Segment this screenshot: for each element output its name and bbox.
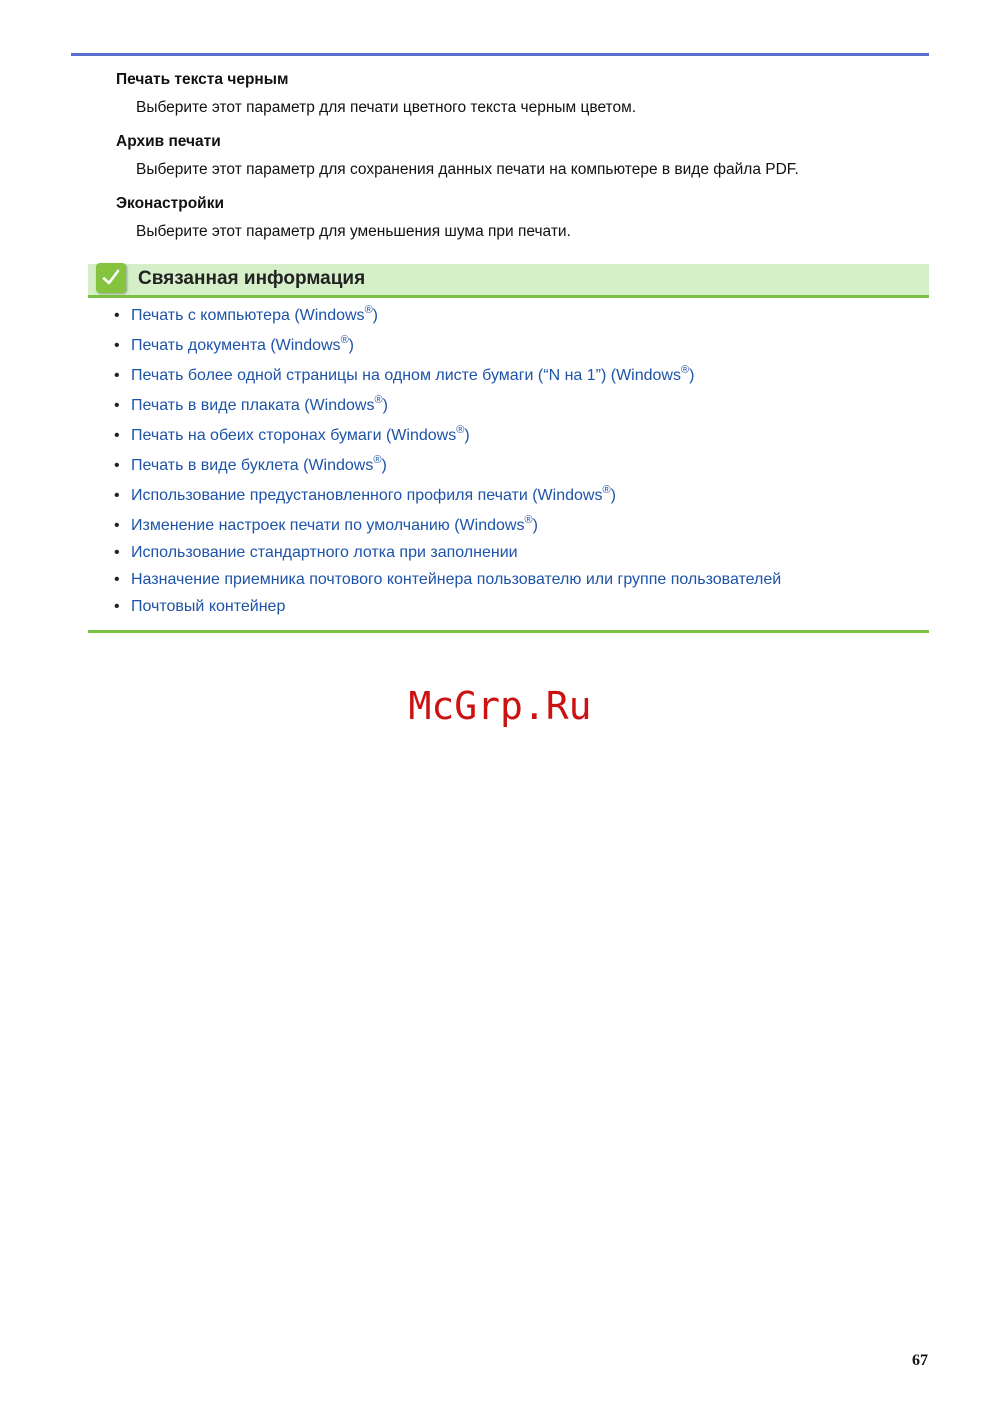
list-item	[114, 393, 929, 416]
terms-list	[116, 70, 928, 256]
list-item	[114, 543, 929, 563]
list-item	[114, 453, 929, 476]
term-title: Печать текста черным	[116, 71, 289, 88]
bullet: •	[114, 397, 120, 414]
related-link[interactable]: Печать на обеих сторонах бумаги (Windows®)	[131, 423, 470, 444]
related-links-list	[114, 303, 929, 624]
bullet: •	[114, 307, 120, 324]
bullet: •	[114, 517, 120, 534]
related-link[interactable]: Почтовый контейнер	[131, 598, 286, 615]
list-item	[114, 363, 929, 386]
bullet: •	[114, 457, 120, 474]
page-number: 67	[912, 1352, 928, 1369]
related-link[interactable]: Печать с компьютера (Windows®)	[131, 303, 378, 324]
list-item	[114, 333, 929, 356]
related-link[interactable]: Печать документа (Windows®)	[131, 333, 354, 354]
list-item	[114, 570, 929, 590]
related-info-header	[88, 264, 929, 298]
term-description: Выберите этот параметр для сохранения данных печати на компьютере в виде файла PDF.	[136, 161, 799, 178]
check-icon	[96, 263, 126, 293]
list-item	[114, 423, 929, 446]
bullet: •	[114, 571, 120, 588]
bullet: •	[114, 598, 120, 615]
bottom-rule	[88, 630, 929, 633]
related-info-title: Связанная информация	[138, 268, 366, 289]
bullet: •	[114, 427, 120, 444]
bullet: •	[114, 367, 120, 384]
related-link[interactable]: Печать в виде буклета (Windows®)	[131, 453, 387, 474]
bullet: •	[114, 544, 120, 561]
top-rule	[71, 53, 929, 56]
bullet: •	[114, 337, 120, 354]
list-item	[114, 513, 929, 536]
watermark: McGrp.Ru	[408, 684, 592, 728]
related-link[interactable]: Назначение приемника почтового контейнера пользователю или группе пользователей	[131, 571, 782, 588]
related-link[interactable]: Печать более одной страницы на одном листе бумаги (“N на 1”) (Windows®)	[131, 363, 695, 384]
related-link[interactable]: Использование стандартного лотка при заполнении	[131, 544, 518, 561]
list-item	[114, 303, 929, 326]
list-item	[114, 597, 929, 617]
related-link[interactable]: Изменение настроек печати по умолчанию (Windows®)	[131, 513, 538, 534]
term-description: Выберите этот параметр для печати цветного текста черным цветом.	[136, 99, 637, 116]
list-item	[114, 483, 929, 506]
related-link[interactable]: Печать в виде плаката (Windows®)	[131, 393, 388, 414]
related-link[interactable]: Использование предустановленного профиля печати (Windows®)	[131, 483, 616, 504]
term-title: Эконастройки	[116, 195, 224, 212]
bullet: •	[114, 487, 120, 504]
term-title: Архив печати	[116, 133, 221, 150]
term-description: Выберите этот параметр для уменьшения шума при печати.	[136, 223, 571, 240]
